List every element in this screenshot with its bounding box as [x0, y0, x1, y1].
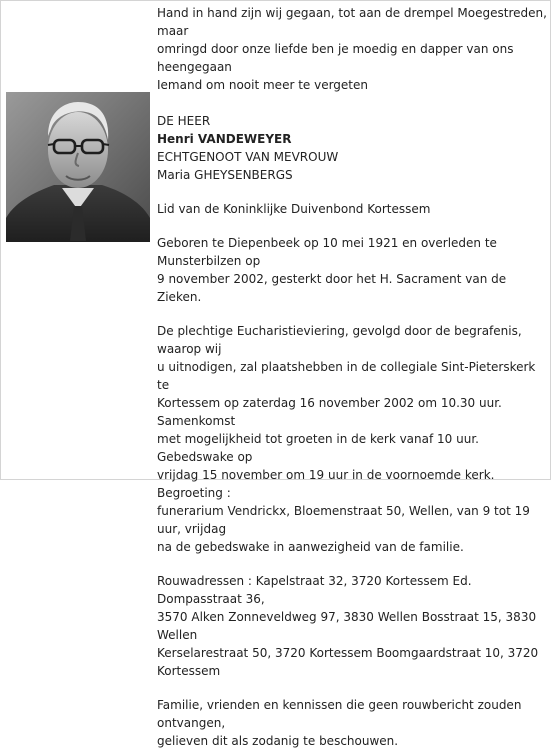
address-line: Kortessem — [157, 664, 221, 678]
address-line: Kerselarestraat 50, 3720 Kortessem Boomgaardstraat 10, 3720 — [157, 646, 539, 660]
ceremony-line: vrijdag 15 november om 19 uur in de voornoemde kerk. Begroeting : — [157, 468, 495, 500]
title-line: DE HEER — [157, 114, 211, 128]
closing-line: Familie, vrienden en kennissen die geen rouwbericht zouden ontvangen, — [157, 698, 522, 730]
ceremony-line: funerarium Vendrickx, Bloemenstraat 50, Wellen, van 9 tot 19 uur, vrijdag — [157, 504, 530, 536]
intro-line: Hand in hand zijn wij gegaan, tot aan de drempel Moegestreden, maar — [157, 6, 547, 38]
ceremony-line: u uitnodigen, zal plaatshebben in de collegiale Sint-Pieterskerk te — [157, 360, 536, 392]
deceased-name: Henri VANDEWEYER — [157, 132, 292, 146]
closing-line: gelieven dit als zodanig te beschouwen. — [157, 734, 399, 748]
ceremony-line: Kortessem op zaterdag 16 november 2002 om 10.30 uur. Samenkomst — [157, 396, 502, 428]
membership-text: Lid van de Koninklijke Duivenbond Kortessem — [157, 202, 431, 216]
birth-death-line: Geboren te Diepenbeek op 10 mei 1921 en overleden te Munsterbilzen op — [157, 236, 497, 268]
address-line: Rouwadressen : Kapelstraat 32, 3720 Kortessem Ed. Dompasstraat 36, — [157, 574, 472, 606]
portrait-photo — [6, 92, 150, 242]
obituary-text — [157, 4, 547, 750]
ceremony-line: met mogelijkheid tot groeten in de kerk vanaf 10 uur. Gebedswake op — [157, 432, 479, 464]
ceremony-line: De plechtige Eucharistieviering, gevolgd door de begrafenis, waarop wij — [157, 324, 522, 356]
spouse-name: Maria GHEYSENBERGS — [157, 168, 293, 182]
spouse-label: ECHTGENOOT VAN MEVROUW — [157, 150, 339, 164]
intro-line: omringd door onze liefde ben je moedig en dapper van ons heengegaan — [157, 42, 514, 74]
intro-line: Iemand om nooit meer te vergeten — [157, 78, 368, 92]
ceremony-line: na de gebedswake in aanwezigheid van de familie. — [157, 540, 464, 554]
address-line: 3570 Alken Zonneveldweg 97, 3830 Wellen Bosstraat 15, 3830 Wellen — [157, 610, 537, 642]
spacer — [157, 94, 547, 112]
birth-death-line: 9 november 2002, gesterkt door het H. Sacrament van de Zieken. — [157, 272, 507, 304]
